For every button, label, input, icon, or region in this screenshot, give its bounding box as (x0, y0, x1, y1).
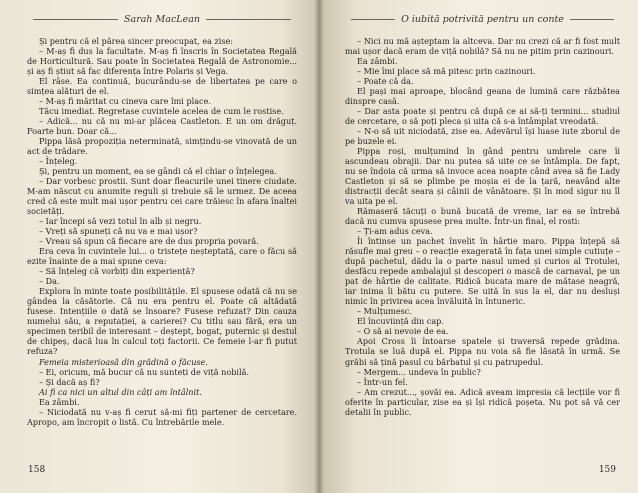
paragraph: El râse. Ea continuă, bucurându-se de libertatea pe care o simțea alături de el. (27, 76, 297, 97)
paragraph: – Nici nu mă așteptam la altceva. Dar nu crezi că ar fi fost mult mai ușor dacă eram de viță nobilă? Să nu ne pitim prin cazinouri. (345, 36, 620, 57)
paragraph: – Înțeleg. (39, 156, 78, 167)
paragraph: – Și dacă aș fi? (39, 376, 100, 387)
paragraph: – Vreau să spun că fiecare are de dus propria povară. (39, 236, 259, 247)
paragraph: Rămaseră tăcuți o bună bucată de vreme, iar ea se întrebă dacă nu cumva spusese prea multe. Într-un final, el rosti: (345, 206, 620, 227)
paragraph: – M-aș fi dus la facultate. M-aș fi înscris în Societatea Regală de Horticultură. Sau poate în Societatea Regală de Astronomie... și aș fi știut să fac diferența între Polaris și Vega. (27, 46, 297, 77)
paragraph: – N-o să uit niciodată, zise ea. Adevărul își luase iute zborul de pe buzele ei. (345, 126, 620, 147)
paragraph: Era ceva în cuvintele lui... o tristețe neșteptată, care o făcu să ezite înainte de a mai spune ceva: (27, 246, 297, 267)
paragraph: Ea zâmbi. (39, 396, 80, 407)
paragraph: – Să înțeleg că vorbiți din experiență? (39, 266, 195, 277)
paragraph: El pași mai aproape, blocând geana de lumină care răzbătea dinspre casă. (345, 86, 620, 107)
paragraph: – O să ai nevoie de ea. (357, 326, 449, 337)
paragraph: – Da. (39, 276, 60, 287)
book-gutter (314, 0, 324, 493)
paragraph: – Mergem... undeva în public? (357, 366, 481, 377)
running-head-title: O iubită potrivită pentru un conte (401, 13, 564, 25)
paragraph: – Niciodată nu v-aș fi cerut să-mi fiți partener de cercetare. Apropo, am încropit o listă. Cu întrebările mele. (27, 406, 297, 427)
paragraph: – Am crezut..., șovăi ea. Adică aveam impresia că lecțiile vor fi oferite în particular, zise ea și își ridică poșeta. Nu pot să vă cer detalii în public. (345, 386, 620, 417)
paragraph: – Vreți să spuneți că nu va e mai ușor? (39, 226, 198, 237)
paragraph: – Ei, oricum, mă bucur că nu sunteți de viță nobilă. (39, 366, 249, 377)
paragraph: Îi întinse un pachet învelit în hârtie maro. Pippa înțepă să răsufle mai greu – o reacție exagerată în fața unei simple cutiuțe – după pachetul, dădu la o parte nasul umed și curios al Trotulei, desfăcu repede ambalajul și descoperi o mască de carnaval, pe un pat de hârtie de calitate. Ridică bucata mare de mătase neagră, iar inima îi bătu cu putere. Se uită în sus la el, dar nu desluși nimic în privirea acea învăluită în întuneric. (345, 236, 620, 307)
paragraph: – Dar vorbesc prostii. Sunt doar fleacurile unei tinere ciudate. M-am născut cu anumite reguli și trebuie să le urmez. De aceea cred că este mult mai ușor pentru cei care trăiesc în afara înaltei societăți. (27, 176, 297, 217)
paragraph: El încuviință din cap. (357, 316, 444, 327)
paragraph: – Într-un fel. (357, 376, 408, 387)
paragraph: Și pentru că el părea sincer preocupat, ea zise: (39, 36, 234, 46)
paragraph: Apoi Cross îi întoarse spatele și traversă repede grădina. Trotula se luă după el. Pippa nu voia să fie lăsată în urmă. Se grăbi să țină pasul cu bărbatul și cu patrupedul. (345, 336, 620, 367)
paragraph: – M-aș fi măritat cu cineva care îmi place. (39, 96, 211, 107)
paragraph: Ai fi ca nici un altul din câți am întâlnit. (39, 386, 202, 397)
running-head-author: Sarah MacLean (124, 13, 200, 25)
page-number-left: 158 (28, 465, 46, 475)
right-page-text (345, 36, 620, 417)
paragraph: Tăcu imediat. Regretase cuvintele acelea de cum le rostise. (39, 106, 284, 117)
paragraph: – Dar asta poate și pentru că după ce ai să-ți termini... studiul de cercetare, o să poți pleca și uita că s-a întâmplat vreodată. (345, 106, 620, 127)
paragraph: – Mie îmi place să mă pitesc prin cazinouri. (357, 66, 536, 77)
page-number-right: 159 (598, 465, 616, 475)
left-page-text (27, 36, 297, 427)
paragraph: – Mulțumesc. (357, 306, 412, 317)
paragraph: Explora în minte toate posibilitățile. El spusese odată că nu se gândea la căsătorie. Că nu era pentru el. Poate că altădată fusese. Intențiile o dată se însoare? Fusese refuzat? Din cauza numelui său, a reputației, a carierei? Cu titlu sau fără, era un specimen teribil de interesant – deștept, bogat, puternic și destul de chipeș, dacă lua în calcul toți factorii. Ce femeie l-ar fi putut refuza? (27, 286, 297, 357)
paragraph: – Ți-am adus ceva. (357, 226, 433, 237)
running-head-rule (33, 19, 118, 20)
running-head-rule (351, 19, 395, 20)
paragraph: Pippa roși, mulțumind în gând pentru umbrele care îi ascundeau obrajii. Dar nu putea să uite ce se întâmpla. De fapt, nu se îndoia că urma să invoce acea noapte când avea să fie Lady Castleton și să se plimbe pe moșia ei de la țară, neavând alte distracții decât seara și câinii de vânătoare. Și în mod sigur nu îl va uita pe el. (345, 146, 620, 207)
paragraph: Ea zâmbi. (357, 56, 398, 67)
running-head-right (345, 12, 620, 26)
running-head-left (27, 12, 297, 26)
paragraph: Femeia misterioasă din grădină o făcuse. (39, 356, 208, 367)
paragraph: – Iar începi să vezi totul în alb și negru. (39, 216, 202, 227)
paragraph: – Poate că da. (357, 76, 414, 87)
paragraph: – Adică... nu că nu mi-ar plăcea Castleton. E un om drăguț. Foarte bun. Doar că... (27, 116, 297, 137)
paragraph: Și, pentru un moment, ea se gândi că el chiar o înțelegea. (39, 166, 277, 177)
running-head-rule (570, 19, 614, 20)
running-head-rule (206, 19, 291, 20)
paragraph: Pippa lăsă propoziția neterminată, simțindu-se vinovată de un act de trădare. (27, 136, 297, 157)
right-page (319, 0, 638, 493)
